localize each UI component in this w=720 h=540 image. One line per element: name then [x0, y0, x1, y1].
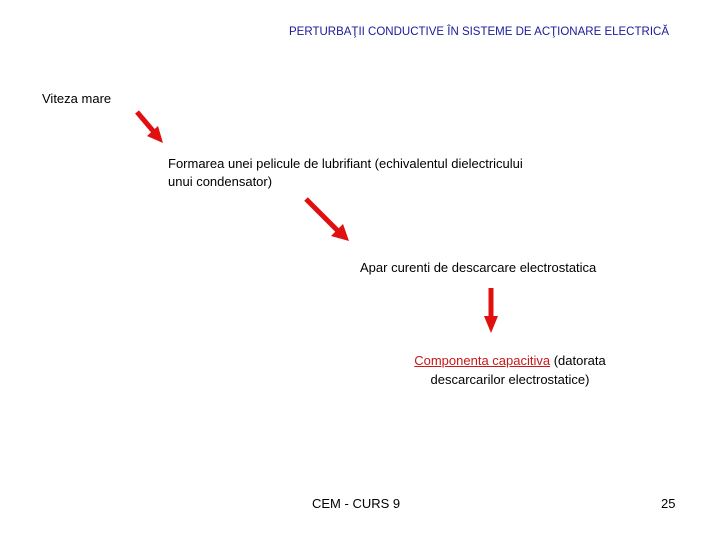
page-number: 25 [661, 496, 676, 511]
arrow-down-right-icon [306, 199, 349, 241]
arrow-down-right-icon [137, 112, 163, 143]
arrow-down-icon [484, 288, 498, 333]
footer-course: CEM - CURS 9 [312, 496, 401, 511]
step-curenti-descarcare: Apar curenti de descarcare electrostatica [360, 260, 597, 275]
step-componenta-line2: descarcarilor electrostatice) [430, 372, 590, 387]
step-pelicula-line2: unui condensator) [168, 174, 273, 189]
step-viteza-mare: Viteza mare [42, 91, 112, 106]
slide-title: PERTURBAŢII CONDUCTIVE ÎN SISTEME DE ACŢIONARE ELECTRICĂ [289, 26, 669, 38]
highlight-componenta-capacitiva: Componenta capacitiva [414, 353, 551, 368]
step-componenta-rest: (datorata [550, 353, 606, 368]
step-pelicula-line1: Formarea unei pelicule de lubrifiant (echivalentul dielectricului [168, 156, 523, 171]
